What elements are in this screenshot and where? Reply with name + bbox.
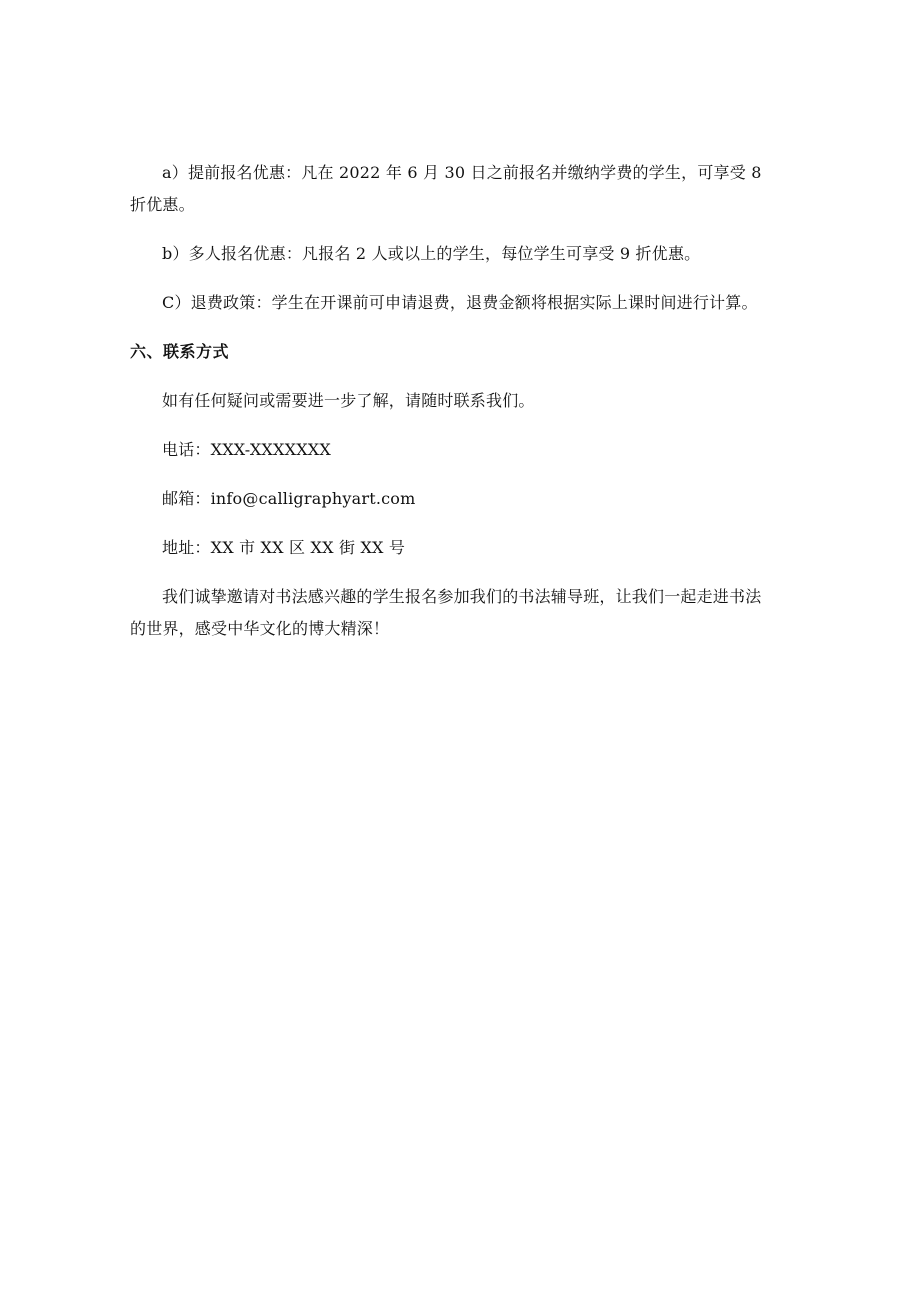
policy-group-registration: b）多人报名优惠：凡报名 2 人或以上的学生，每位学生可享受 9 折优惠。 xyxy=(162,244,701,263)
policy-refund: C）退费政策：学生在开课前可申请退费，退费金额将根据实际上课时间进行计算。 xyxy=(162,293,758,312)
contact-email: 邮箱：info@calligraphyart.com xyxy=(162,489,416,508)
closing-invitation: 我们诚挚邀请对书法感兴趣的学生报名参加我们的书法辅导班，让我们一起走进书法的世界，感受中华文化的博大精深！ xyxy=(130,587,762,638)
section-heading-contact: 六、联系方式 xyxy=(130,342,230,361)
document-page xyxy=(130,157,776,645)
contact-phone: 电话：XXX-XXXXXXX xyxy=(162,440,331,459)
contact-address: 地址：XX 市 XX 区 XX 街 XX 号 xyxy=(162,538,406,557)
contact-intro: 如有任何疑问或需要进一步了解，请随时联系我们。 xyxy=(162,391,535,410)
policy-early-registration: a）提前报名优惠：凡在 2022 年 6 月 30 日之前报名并缴纳学费的学生，可享受 8 折优惠。 xyxy=(130,163,762,214)
